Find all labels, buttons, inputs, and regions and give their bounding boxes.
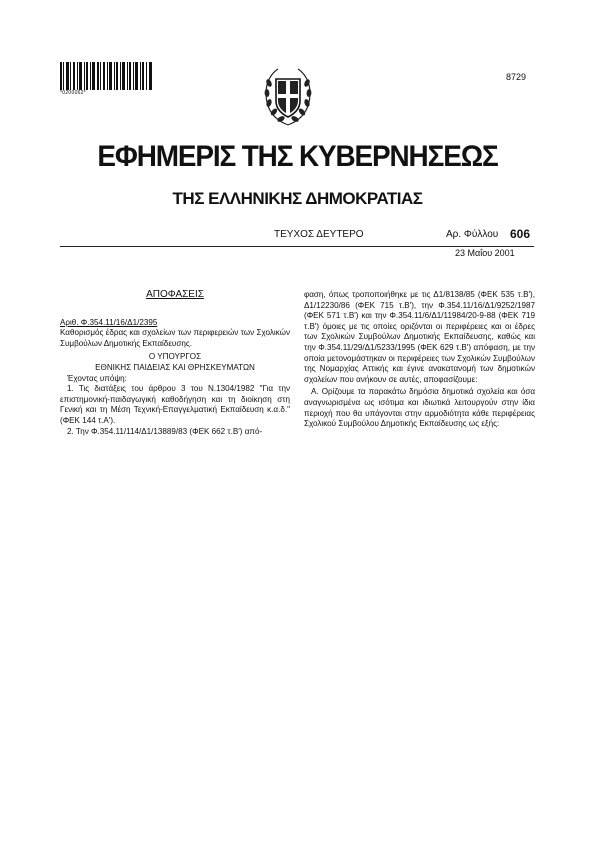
decision-subject: Καθορισμός έδρας και σχολείων των περιφερειών των Σχολικών Συμβούλων Δημοτικής Εκπαίδευσης. — [60, 328, 290, 348]
sheet-number: 606 — [510, 227, 531, 241]
decision-reference: Αριθ. Φ.354.11/16/Δ1/2395 — [60, 317, 158, 327]
clause-1: 1. Τις διατάξεις του άρθρου 3 του Ν.1304/1982 "Για την επιστημονική-παιδαγωγική καθοδήγηση και τη διοίκηση στη Γενική και τη Μέση Τεχνική-Επαγγελματική Εκπαίδευση κ.α.δ." (ΦΕΚ 144 τ.Α'). — [60, 384, 290, 425]
greek-coat-of-arms-icon — [260, 63, 316, 129]
sheet-label: Αρ. Φύλλου — [446, 229, 499, 240]
masthead-title: ΕΦΗΜΕΡΙΣ ΤΗΣ ΚΥΒΕΡΝΗΣΕΩΣ — [97, 140, 498, 173]
section-title: ΑΠΟΦΑΣΕΙΣ — [146, 289, 204, 300]
clause-2: 2. Την Φ.354.11/114/Δ1/13889/83 (ΦΕΚ 662 τ.Β') από- — [67, 426, 263, 436]
authority-ministry: ΕΘΝΙΚΗΣ ΠΑΙΔΕΙΑΣ ΚΑΙ ΘΡΗΣΚΕΥΜΑΤΩΝ — [95, 362, 255, 372]
barcode-number: *0200062* — [60, 90, 87, 96]
decision-paragraph-a: Α. Ορίζουμε τα παρακάτω δημόσια δημοτικά σχολεία και όσα αναγνωρισμένα ως ισότιμα και ιδιωτικά λειτουργούν στην ίδια περιοχή που θα υπάγονται στην αρμοδιότητα κάθε περιφέρειας Σχολικού Συμβούλου Δημοτικής Εκπαίδευσης ως εξής: — [304, 387, 535, 429]
clause-2-continued: φαση, όπως τροποποιήθηκε με τις Δ1/8138/85 (ΦΕΚ 535 τ.Β'), Δ1/12230/86 (ΦΕΚ 715 τ.Β'), την Φ.354.11/16/Δ1/9252/1987 (ΦΕΚ 571 τ.Β') και την Φ.354.11/6/Δ1/11984/20-9-88 (ΦΕΚ 719 τ.Β') όμοιες με τις οποίες οριζόνται οι περιφέρειες και οι έδρες των Σχολικών Συμβούλων Δημοτικής Εκπαίδευσης, καθώς και την Φ.354.11/29/Δ1/5233/1995 (ΦΕΚ 629 τ.Β') απόφαση, με την οποία μετονομάστηκαν οι περιφέρειες των Σχολικών Συμβούλων της Νομαρχίας Αττικής και έγινε ανακατανομή των δημοτικών σχολείων που ανήκουν σε αυτές, αποφασίζουμε: — [304, 290, 535, 384]
issue-date: 23 Μαΐου 2001 — [455, 248, 515, 258]
authority-title: Ο ΥΠΟΥΡΓΟΣ — [148, 352, 202, 362]
issue-label: ΤΕΥΧΟΣ ΔΕΥΤΕΡΟ — [274, 229, 364, 240]
page-number: 8729 — [506, 72, 527, 82]
masthead-subtitle: ΤΗΣ ΕΛΛΗΝΙΚΗΣ ΔΗΜΟΚΡΑΤΙΑΣ — [172, 189, 423, 208]
left-column — [60, 290, 290, 437]
considering-label: Έχοντας υπόψη: — [67, 373, 127, 383]
header-rule — [60, 246, 534, 247]
right-column — [304, 290, 535, 430]
barcode — [60, 62, 152, 90]
